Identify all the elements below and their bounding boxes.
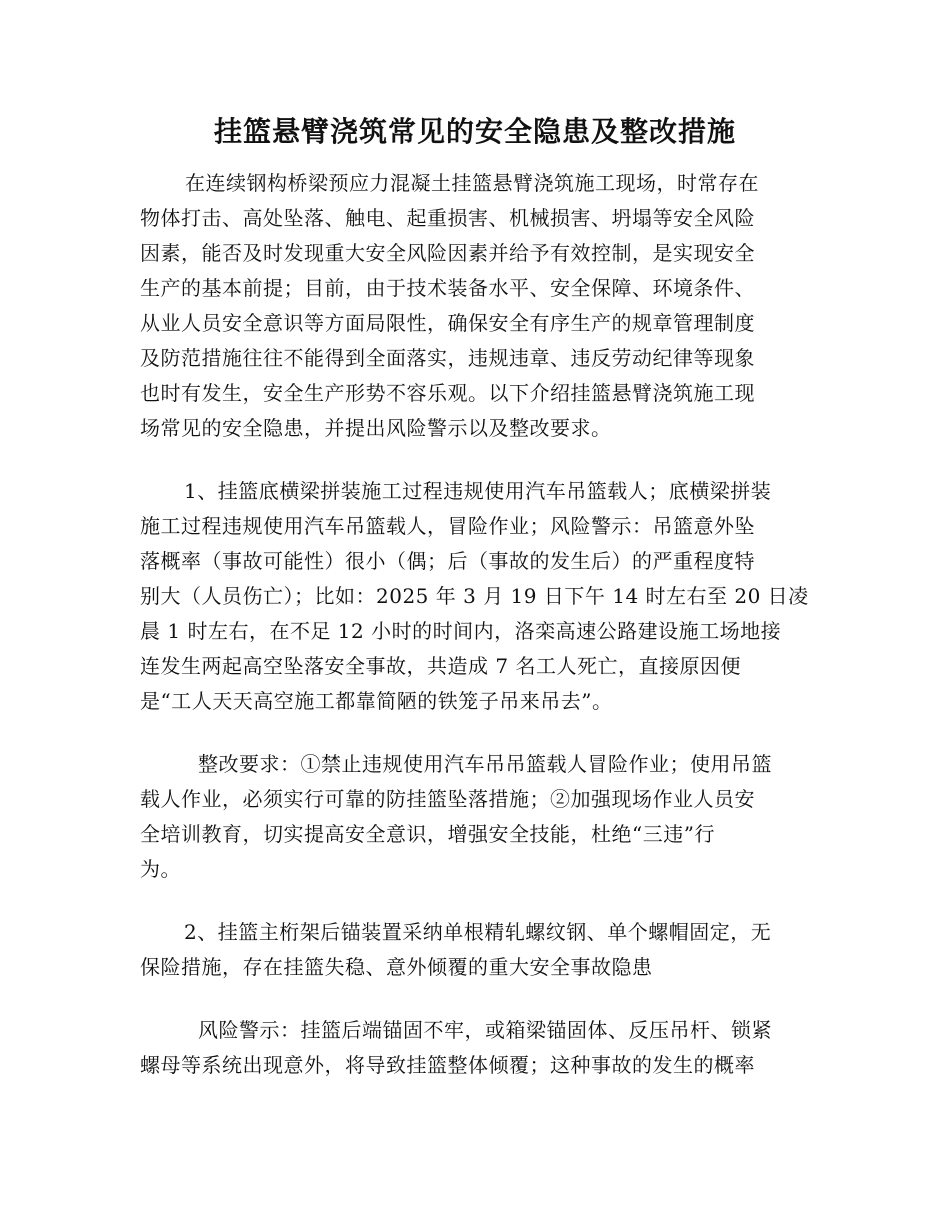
text-line: 为。 (140, 857, 181, 881)
text-line: 全培训教育，切实提高安全意识，增强安全技能，杜绝“三违”行 (140, 822, 715, 846)
paragraph-spacer (140, 446, 805, 474)
text-line: 物体打击、高处坠落、触电、起重损害、机械损害、坍塌等安全风险 (140, 206, 755, 230)
paragraph-risk-warning-2 (140, 1013, 805, 1083)
paragraph-spacer (140, 887, 805, 915)
text-line: 载人作业，必须实行可靠的防挂篮坠落措施；②加强现场作业人员安 (140, 787, 755, 811)
text-line: 也时有发生，安全生产形势不容乐观。以下介绍挂篮悬臂浇筑施工现 (140, 381, 755, 405)
text-line: 别大（人员伤亡）；比如：2025 年 3 月 19 日下午 14 时左右至 20 日凌 (140, 584, 809, 608)
text-line: 场常见的安全隐患，并提出风险警示以及整改要求。 (140, 416, 612, 440)
text-line: 落概率（事故可能性）很小（偶；后（事故的发生后）的严重程度特 (140, 549, 755, 573)
paragraph-item-1 (140, 474, 809, 719)
paragraph-spacer (140, 985, 805, 1013)
text-line: 2、挂篮主桁架后锚装置采纳单根精轧螺纹钢、单个螺帽固定，无 (184, 920, 772, 944)
text-line: 晨 1 时左右，在不足 12 小时的时间内，洛栾高速公路建设施工场地接 (140, 619, 782, 643)
text-line: 因素，能否及时发现重大安全风险因素并给予有效控制，是实现安全 (140, 241, 755, 265)
document-title: 挂篮悬臂浇筑常见的安全隐患及整改措施 (213, 115, 736, 148)
paragraph-item-2 (140, 915, 805, 985)
text-line: 是“工人天天高空施工都靠简陋的铁笼子吊来吊去”。 (140, 689, 613, 713)
document-body (140, 166, 809, 1083)
text-line: 从业人员安全意识等方面局限性，确保安全有序生产的规章管理制度 (140, 311, 755, 335)
text-line: 生产的基本前提；目前，由于技术装备水平、安全保障、环境条件、 (140, 276, 755, 300)
paragraph-rectification-1 (140, 747, 805, 887)
paragraph-intro (140, 166, 805, 446)
text-line: 连发生两起高空坠落安全事故，共造成 7 名工人死亡，直接原因便 (140, 654, 741, 678)
text-line: 1、挂篮底横梁拼装施工过程违规使用汽车吊篮载人；底横梁拼装 (184, 479, 772, 503)
text-line: 整改要求：①禁止违规使用汽车吊吊篮载人冒险作业；使用吊篮 (198, 752, 772, 776)
text-line: 风险警示：挂篮后端锚固不牢，或箱梁锚固体、反压吊杆、锁紧 (198, 1018, 772, 1042)
text-line: 螺母等系统出现意外，将导致挂篮整体倾覆；这种事故的发生的概率 (140, 1053, 755, 1077)
text-line: 保险措施，存在挂篮失稳、意外倾覆的重大安全事故隐患 (140, 955, 653, 979)
text-line: 在连续钢构桥梁预应力混凝土挂篮悬臂浇筑施工现场，时常存在 (185, 171, 759, 195)
paragraph-spacer (140, 719, 805, 747)
text-line: 施工过程违规使用汽车吊篮载人，冒险作业；风险警示：吊篮意外坠 (140, 514, 755, 538)
text-line: 及防范措施往往不能得到全面落实，违规违章、违反劳动纪律等现象 (140, 346, 755, 370)
